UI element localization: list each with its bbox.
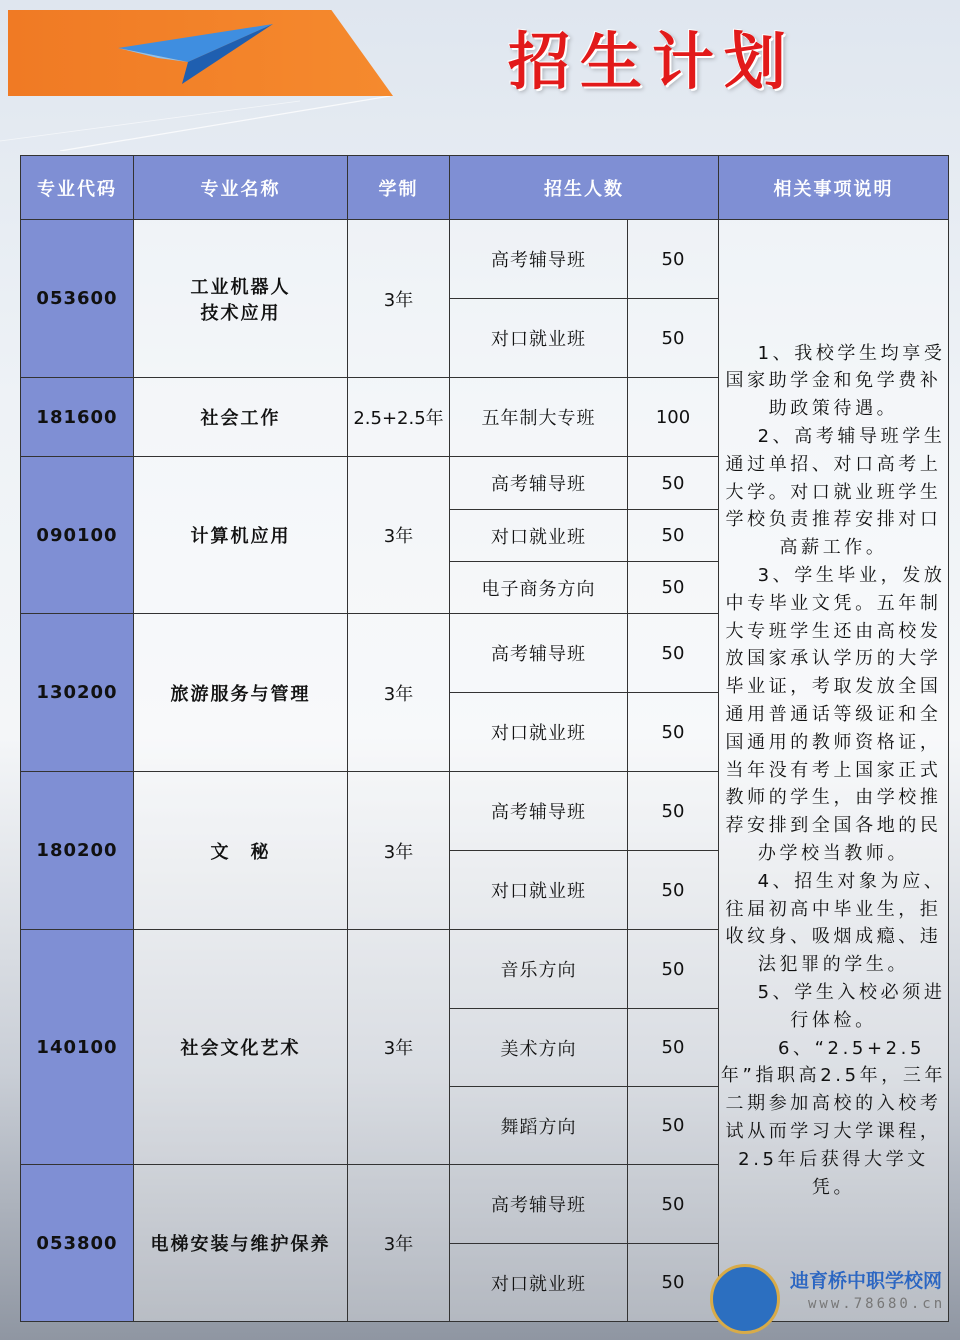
class-type: 高考辅导班 — [450, 220, 628, 299]
class-count: 50 — [628, 1009, 719, 1087]
class-type: 对口就业班 — [450, 510, 628, 562]
major-code: 130200 — [21, 614, 134, 772]
class-count: 50 — [628, 930, 719, 1009]
class-type: 对口就业班 — [450, 299, 628, 378]
note-item: 6、“2.5+2.5年”指职高2.5年，三年二期参加高校的入校考试从而学习大学课程，2.5年后获得大学文凭。 — [720, 1037, 947, 1198]
note-item: 5、学生入校必须进行体检。 — [757, 981, 946, 1031]
class-type: 美术方向 — [450, 1009, 628, 1087]
major-name — [134, 772, 348, 930]
paper-plane-icon — [118, 18, 278, 88]
major-code: 090100 — [21, 457, 134, 614]
major-name — [134, 457, 348, 614]
major-code: 140100 — [21, 930, 134, 1165]
watermark-name: 迪育桥中职学校网 — [790, 1270, 943, 1292]
major-code: 180200 — [21, 772, 134, 930]
note-item: 3、学生毕业，发放中专毕业文凭。五年制大专班学生还由高校发放国家承认学历的大学毕业证，考取发放全国通用普通话等级证和全国通用的教师资格证，当年没有考上国家正式教师的学生，由学校推荐安排到全国各地的民办学校当教师。 — [725, 565, 946, 864]
header-enrollment: 招生人数 — [450, 156, 719, 220]
class-type: 五年制大专班 — [450, 378, 628, 457]
page-title: 招生计划 — [508, 25, 797, 98]
class-type: 舞蹈方向 — [450, 1087, 628, 1165]
major-duration: 3年 — [348, 220, 450, 378]
decorative-lines — [0, 96, 960, 151]
class-type: 对口就业班 — [450, 693, 628, 772]
class-count: 50 — [628, 220, 719, 299]
note-item: 2、高考辅导班学生通过单招、对口高考上大学。对口就业班学生学校负责推荐安排对口高薪工作。 — [725, 426, 946, 559]
major-name-line: 社会文化艺术 — [180, 1038, 301, 1059]
enrollment-table — [20, 155, 949, 1322]
class-type: 对口就业班 — [450, 851, 628, 930]
major-name-line: 社会工作 — [200, 408, 281, 429]
site-watermark — [710, 1262, 950, 1330]
watermark-url: www.78680.cn — [808, 1296, 946, 1312]
class-type: 高考辅导班 — [450, 457, 628, 510]
class-count: 50 — [628, 614, 719, 693]
header-banner — [0, 0, 960, 100]
class-type: 电子商务方向 — [450, 562, 628, 614]
major-duration: 3年 — [348, 1165, 450, 1322]
note-item: 1、我校学生均享受国家助学金和免学费补助政策待遇。 — [725, 342, 946, 420]
major-duration: 3年 — [348, 614, 450, 772]
table-row — [21, 220, 949, 299]
major-duration: 3年 — [348, 457, 450, 614]
major-name-line: 文 秘 — [210, 841, 271, 863]
class-type: 音乐方向 — [450, 930, 628, 1009]
major-duration: 3年 — [348, 772, 450, 930]
notes-cell — [719, 220, 949, 1322]
class-count: 50 — [628, 510, 719, 562]
major-name — [134, 614, 348, 772]
class-count: 50 — [628, 1165, 719, 1244]
major-name — [134, 220, 348, 378]
major-name-line: 电梯安装与维护保养 — [150, 1234, 331, 1255]
major-code: 181600 — [21, 378, 134, 457]
major-duration: 3年 — [348, 930, 450, 1165]
class-count: 100 — [628, 378, 719, 457]
class-count: 50 — [628, 851, 719, 930]
class-count: 50 — [628, 693, 719, 772]
major-name — [134, 930, 348, 1165]
class-count: 50 — [628, 457, 719, 510]
major-name-line: 旅游服务与管理 — [170, 683, 311, 705]
class-count: 50 — [628, 1087, 719, 1165]
class-type: 对口就业班 — [450, 1244, 628, 1322]
major-name — [134, 378, 348, 457]
class-count: 50 — [628, 299, 719, 378]
header-name: 专业名称 — [134, 156, 348, 220]
header-code: 专业代码 — [21, 156, 134, 220]
header-duration: 学制 — [348, 156, 450, 220]
major-name-line: 技术应用 — [200, 302, 281, 324]
class-count: 50 — [628, 1244, 719, 1322]
class-type: 高考辅导班 — [450, 614, 628, 693]
note-item: 4、招生对象为应、往届初高中毕业生，拒收纹身、吸烟成瘾、违法犯罪的学生。 — [725, 870, 946, 976]
class-type: 高考辅导班 — [450, 1165, 628, 1244]
school-logo — [710, 1264, 780, 1334]
class-type: 高考辅导班 — [450, 772, 628, 851]
major-duration: 2.5+2.5年 — [348, 378, 450, 457]
header-notes: 相关事项说明 — [719, 156, 949, 220]
major-name — [134, 1165, 348, 1322]
table-header-row — [21, 156, 949, 220]
class-count: 50 — [628, 772, 719, 851]
major-name-line: 工业机器人 — [190, 276, 291, 298]
major-code: 053600 — [21, 220, 134, 378]
major-name-line: 计算机应用 — [190, 526, 291, 547]
class-count: 50 — [628, 562, 719, 614]
major-code: 053800 — [21, 1165, 134, 1322]
